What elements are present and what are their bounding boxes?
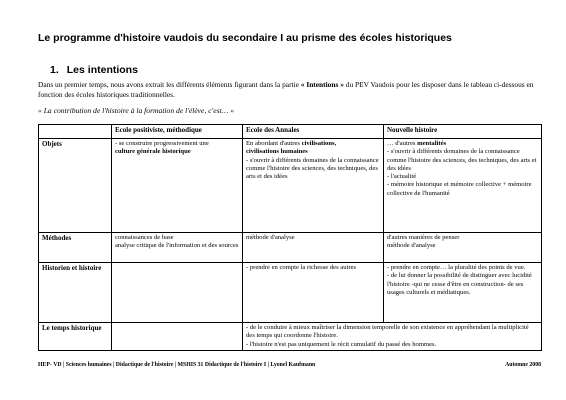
cell-text: - s'ouvrir à différents domaines de la connaissance comme l'histoire des sciences, des techniques, des arts et des idées (246, 156, 379, 181)
cell-text: … d'autres (387, 140, 418, 147)
cell-text: - l'histoire n'est pas uniquement le récit cumulatif du passé des hommes. (246, 340, 437, 348)
cell-text: - mémoire historique et mémoire collective + mémoire collective de l'humanité (387, 181, 532, 197)
intro-bold: « Intentions » (300, 80, 344, 89)
cell-text: méthode d'analyse (387, 242, 436, 250)
cell-methodes-annales: méthode d'analyse (243, 233, 384, 263)
cell-text: connaissances de base (115, 234, 174, 241)
table-row (39, 139, 542, 233)
header-nouvelle: Nouvelle histoire (384, 125, 542, 139)
page-title: Le programme d'histoire vaudois du secondaire I au prisme des écoles historiques (38, 32, 452, 44)
row-label-methodes: Méthodes (39, 233, 112, 263)
cell-text: - se construire progressivement une (115, 140, 209, 147)
schools-table (38, 124, 542, 351)
cell-bold: civilisations humaines (246, 148, 308, 156)
cell-historien-positiviste (112, 263, 243, 323)
cell-text: - s'ouvrir à différents domaines de la connaissance comme l'histoire des sciences, des techniques, des arts et des idées (387, 148, 537, 172)
header-annales: Ecole des Annales (243, 125, 384, 139)
cell-methodes-positiviste (112, 233, 243, 263)
section-heading (50, 64, 138, 76)
cell-text: d'autres manières de penser (387, 234, 460, 241)
row-label-historien: Historien et histoire (39, 263, 112, 323)
cell-text: - l'actualité (387, 173, 417, 181)
row-label-temps: Le temps historique (39, 323, 112, 351)
section-number: 1. (50, 64, 59, 76)
cell-objets-nouvelle (384, 139, 542, 233)
header-positiviste: Ecole positiviste, méthodique (112, 125, 243, 139)
cell-historien-nouvelle (384, 263, 542, 323)
section-title: Les intentions (66, 64, 138, 76)
cell-temps-merged (243, 323, 542, 351)
intro-text-2: du PEV Vaudois pour les disposer dans le tableau ci-dessous en fonction des écoles historiques traditionnelles. (38, 80, 534, 99)
cell-bold: culture générale historique (115, 148, 191, 156)
quote: « La contribution de l'histoire à la formation de l'élève, c'est… » (38, 106, 235, 115)
intro-paragraph (38, 80, 543, 99)
cell-historien-annales: - prendre en compte la richesse des autres (243, 263, 384, 323)
intro-text-1: Dans un premier temps, nous avons extrait les différents éléments figurant dans la partie (38, 80, 301, 89)
header-empty (39, 125, 112, 139)
table-header-row (39, 125, 542, 139)
table-row (39, 263, 542, 323)
cell-temps-positiviste (112, 323, 243, 351)
footer-right: Automne 2008 (505, 362, 541, 368)
row-label-objets: Objets (39, 139, 112, 233)
cell-bold: mentalités (417, 140, 447, 147)
cell-text: - prendre en compte… la pluralité des points de vue. (387, 264, 526, 271)
table-row (39, 323, 542, 351)
cell-text: - de lui donner la possibilité de distinguer avec lucidité l'histoire -qui ne cesse d'être en construction- de ses usages culturels et médiatiques. (387, 272, 532, 296)
cell-objets-positiviste (112, 139, 243, 233)
cell-methodes-nouvelle (384, 233, 542, 263)
cell-text: analyse critique de l'information et des sources (115, 242, 239, 250)
table-row (39, 233, 542, 263)
cell-text: - de le conduire à mieux maîtriser la dimension temporelle de son existence en appréhendant la multiplicité des temps qui coordonne l'histoire. (246, 324, 529, 340)
footer-left: HEP- VD | Sciences humaines | Didactique de l'histoire | MSHIS 31 Didactique de l'histoire I | Lyonel Kaufmann (38, 362, 316, 368)
cell-objets-annales (243, 139, 384, 233)
cell-text: En abordant d'autres (246, 140, 302, 147)
cell-bold: civilisations, (301, 140, 337, 147)
